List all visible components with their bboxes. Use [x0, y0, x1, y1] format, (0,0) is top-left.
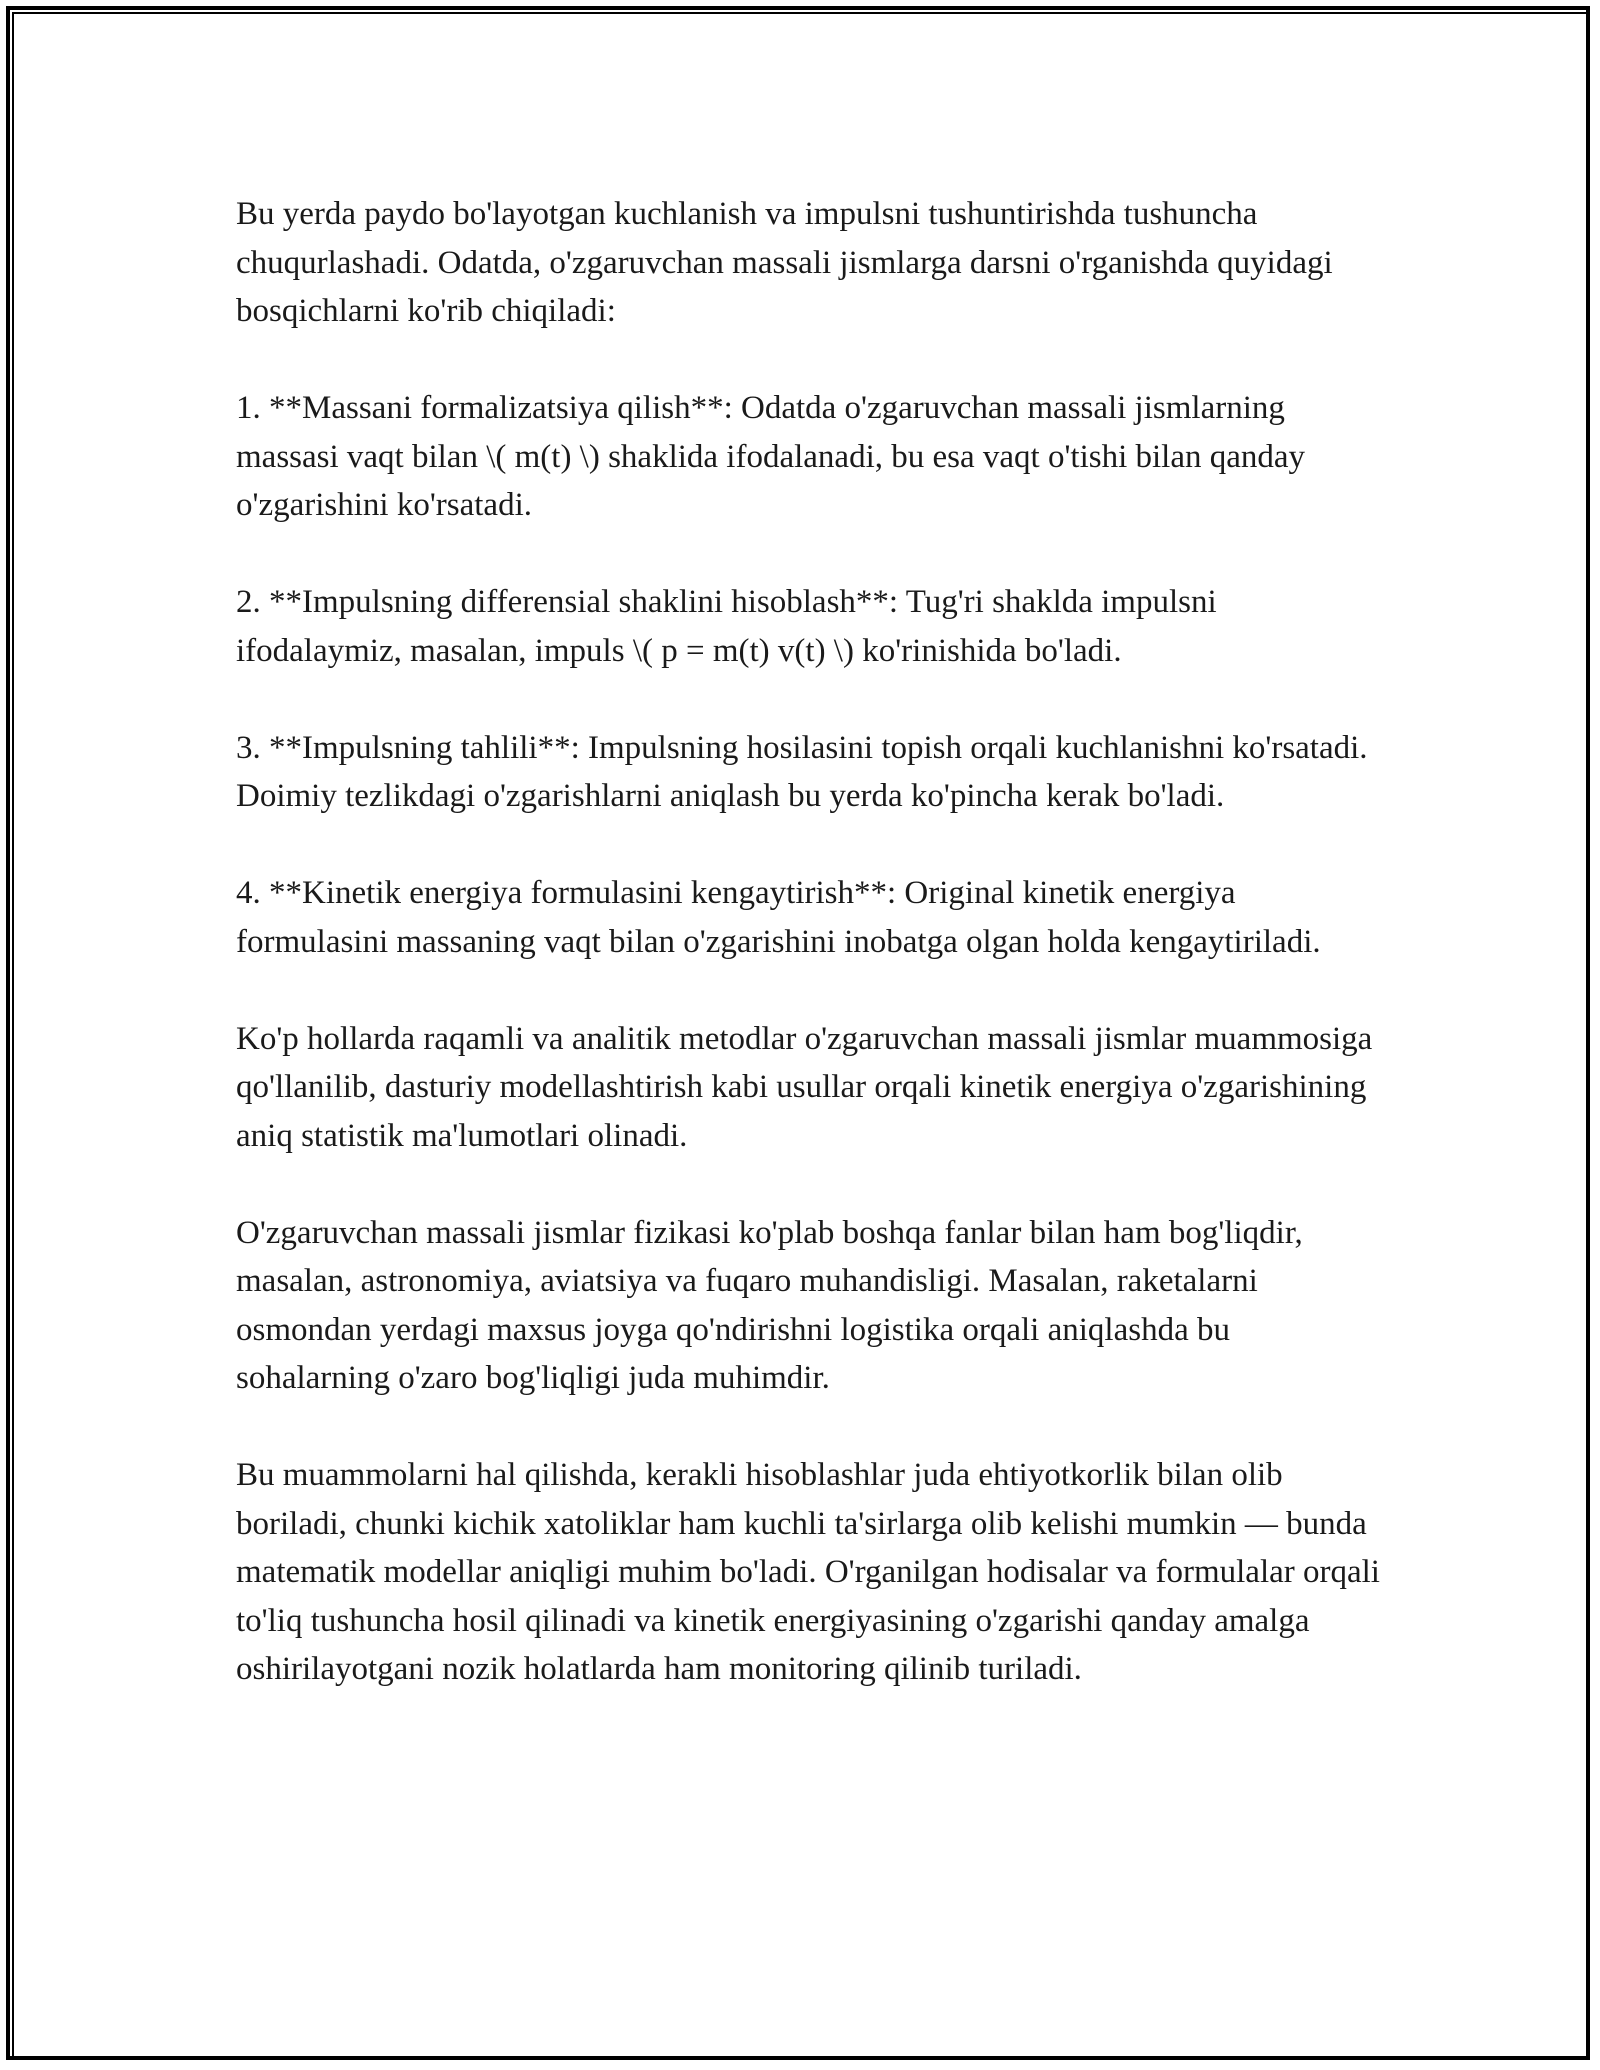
list-item-2: 2. **Impulsning differensial shaklini hisoblash**: Tug'ri shaklda impulsni ifodalaymiz, masalan, impuls \( p = m(t) v(t) \) ko'rinishida bo'ladi. [236, 584, 1217, 669]
list-item-1: 1. **Massani formalizatsiya qilish**: Odatda o'zgaruvchan massali jismlarning massasi vaqt bilan \( m(t) \) shaklida ifodalanadi, bu esa vaqt o'tishi bilan qanday o'zgarishini ko'rsatadi. [236, 390, 1306, 523]
paragraph-applications: O'zgaruvchan massali jismlar fizikasi ko'plab boshqa fanlar bilan ham bog'liqdir, masalan, astronomiya, aviatsiya va fuqaro muhandisligi. Masalan, raketalarni osmondan yerdagi maxsus joyga qo'ndirishni logistika orqali aniqlashda bu sohalarning o'zaro bog'liqligi juda muhimdir. [236, 1214, 1303, 1396]
paragraph-methods: Ko'p hollarda raqamli va analitik metodlar o'zgaruvchan massali jismlar muammosiga qo'llanilib, dasturiy modellashtirish kabi usullar orqali kinetik energiya o'zgarishining aniq statistik ma'lumotlari olinadi. [236, 1020, 1373, 1154]
list-item-4: 4. **Kinetik energiya formulasini kengaytirish**: Original kinetik energiya formulasini massaning vaqt bilan o'zgarishini inobatga olgan holda kengaytiriladi. [236, 875, 1321, 960]
paragraph-intro: Bu yerda paydo bo'layotgan kuchlanish va impulsni tushuntirishda tushuncha chuqurlashadi. Odatda, o'zgaruvchan massali jismlarga darsni o'rganishda quyidagi bosqichlarni ko'rib chiqiladi: [236, 196, 1333, 329]
document-body [236, 190, 1386, 1742]
paragraph-conclusion: Bu muammolarni hal qilishda, kerakli hisoblashlar juda ehtiyotkorlik bilan olib boriladi, chunki kichik xatoliklar ham kuchli ta'sirlarga olib kelishi mumkin — bunda matematik modellar aniqligi muhim bo'ladi. O'rganilgan hodisalar va formulalar orqali to'liq tushuncha hosil qilinadi va kinetik energiyasining o'zgarishi qanday amalga oshirilayotgani nozik holatlarda ham monitoring qilinib turiladi. [236, 1457, 1380, 1687]
list-item-3: 3. **Impulsning tahlili**: Impulsning hosilasini topish orqali kuchlanishni ko'rsatadi. Doimiy tezlikdagi o'zgarishlarni aniqlash bu yerda ko'pincha kerak bo'ladi. [236, 729, 1368, 814]
